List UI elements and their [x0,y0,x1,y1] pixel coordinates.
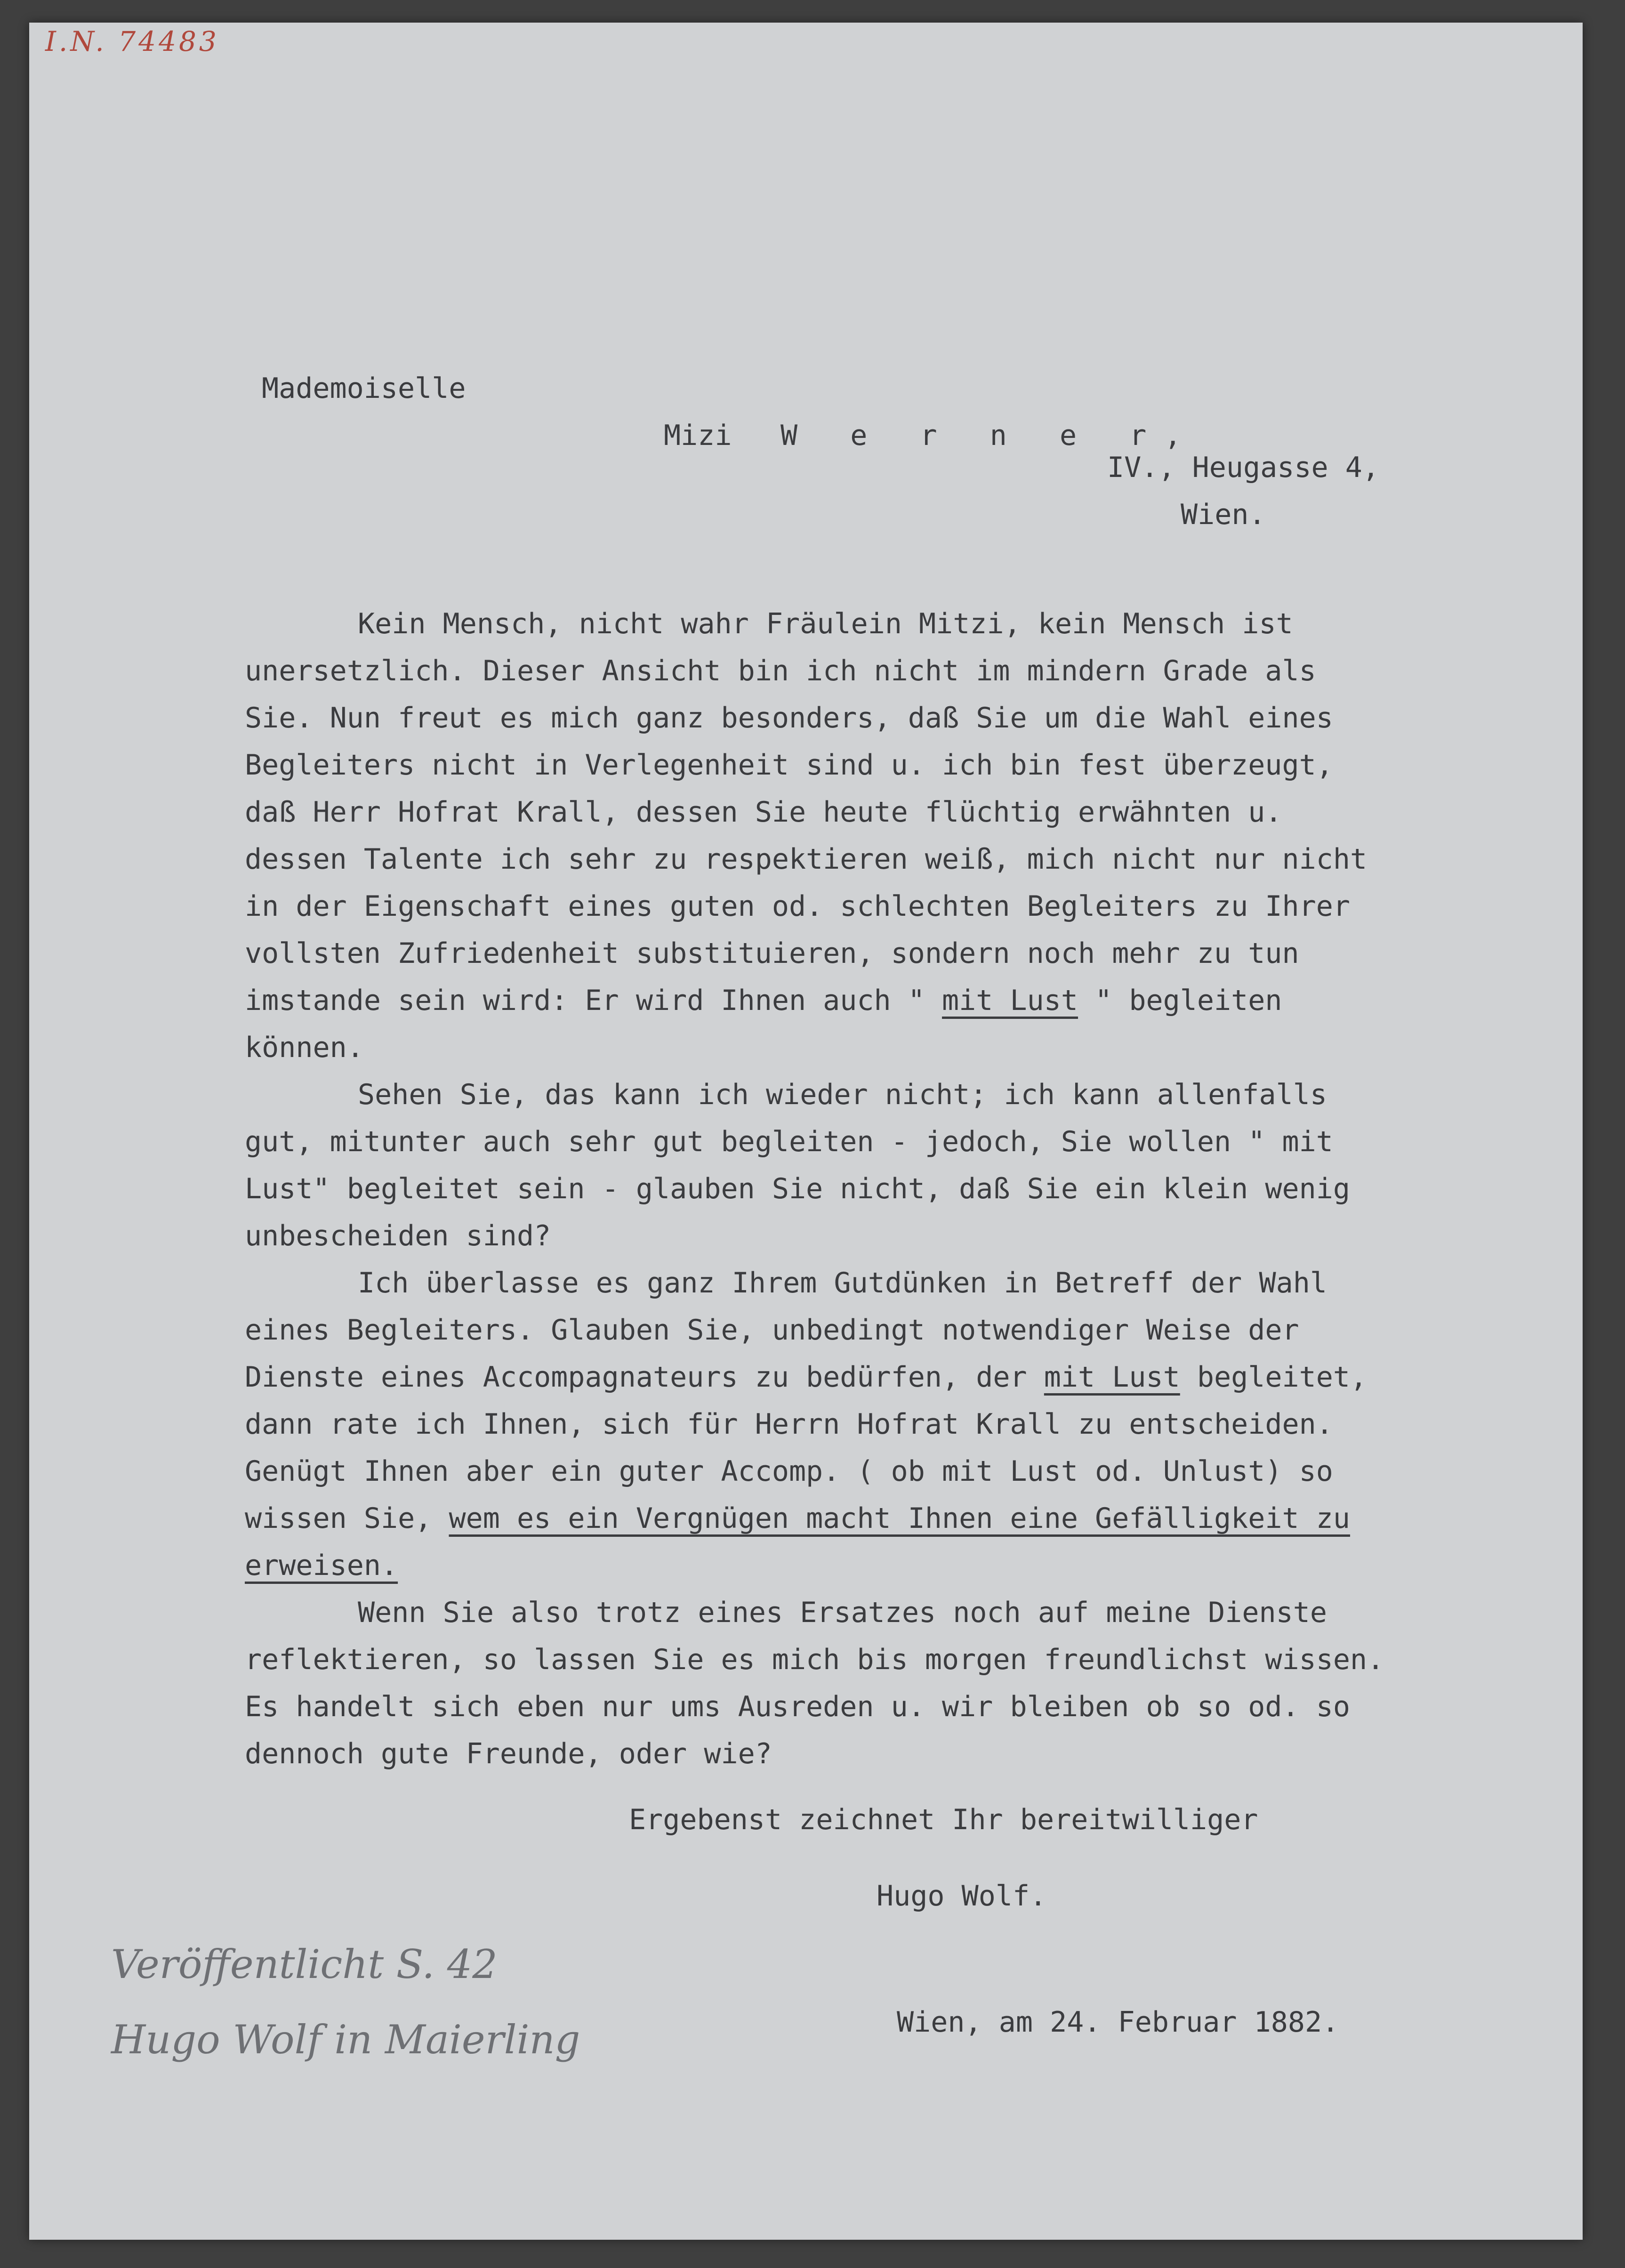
body-segment: " begleiten [1078,984,1282,1017]
body-line: gut, mitunter auch sehr gut begleiten - jedoch, Sie wollen " mit [245,1125,1333,1158]
closing-line: Ergebenst zeichnet Ihr bereitwilliger [629,1803,1258,1836]
date-line: Wien, am 24. Februar 1882. [897,2006,1339,2039]
body-segment: Dienste eines Accompagnateurs zu bedürfen, der [245,1361,1044,1394]
pencil-note-reference: Hugo Wolf in Maierling [111,2017,580,2063]
body-line: in der Eigenschaft eines guten od. schlechten Begleiters zu Ihrer [245,890,1350,923]
signature: Hugo Wolf. [877,1880,1047,1913]
body-line: dann rate ich Ihnen, sich für Herrn Hofrat Krall zu entscheiden. [245,1408,1333,1441]
underlined-phrase: erweisen. [245,1549,398,1582]
body-segment: begleitet, [1180,1361,1368,1394]
underlined-phrase: mit Lust [942,984,1078,1017]
body-line: unbescheiden sind? [245,1219,551,1252]
body-line: Es handelt sich eben nur ums Ausreden u. wir bleiben ob so od. so [245,1690,1350,1723]
body-line: daß Herr Hofrat Krall, dessen Sie heute flüchtig erwähnten u. [245,796,1282,829]
body-line: Sie. Nun freut es mich ganz besonders, daß Sie um die Wahl eines [245,702,1333,734]
body-line: reflektieren, so lassen Sie es mich bis morgen freundlichst wissen. [245,1643,1384,1676]
body-line [245,1361,1368,1394]
body-line: dennoch gute Freunde, oder wie? [245,1737,772,1770]
archive-number: I.N. 74483 [45,25,219,57]
pencil-note-publication: Veröffentlicht S. 42 [111,1941,498,1987]
underlined-phrase: mit Lust [1044,1361,1180,1394]
body-line: vollsten Zufriedenheit substituieren, sondern noch mehr zu tun [245,937,1299,970]
body-line: eines Begleiters. Glauben Sie, unbedingt notwendiger Weise der [245,1314,1299,1347]
body-line: Sehen Sie, das kann ich wieder nicht; ich kann allenfalls [358,1078,1327,1111]
body-line: unersetzlich. Dieser Ansicht bin ich nicht im mindern Grade als [245,654,1316,687]
body-line [245,1504,1350,1533]
address-city: Wien. [1181,498,1266,531]
body-line: Wenn Sie also trotz eines Ersatzes noch auf meine Dienste [358,1596,1327,1629]
recipient-surname: W e r n e r, [780,419,1199,452]
body-line: dessen Talente ich sehr zu respektieren weiß, mich nicht nur nicht [245,843,1368,876]
body-segment: imstande sein wird: Er wird Ihnen auch " [245,984,942,1017]
body-line: Begleiters nicht in Verlegenheit sind u. ich bin fest überzeugt, [245,749,1333,782]
body-line: Genügt Ihnen aber ein guter Accomp. ( ob mit Lust od. Unlust) so [245,1455,1333,1488]
body-line: Ich überlasse es ganz Ihrem Gutdünken in Betreff der Wahl [358,1267,1327,1299]
body-line: können. [245,1031,364,1064]
body-line: Lust" begleitet sein - glauben Sie nicht, daß Sie ein klein wenig [245,1172,1350,1205]
body-line [245,986,1282,1015]
address-street: IV., Heugasse 4, [1107,451,1379,484]
recipient-name: Mizi [664,419,732,452]
salutation: Mademoiselle [262,372,466,405]
underlined-phrase: wem es ein Vergnügen macht Ihnen eine Gefälligkeit zu [449,1502,1351,1535]
body-line: Kein Mensch, nicht wahr Fräulein Mitzi, kein Mensch ist [358,607,1293,640]
body-segment: wissen Sie, [245,1502,449,1535]
